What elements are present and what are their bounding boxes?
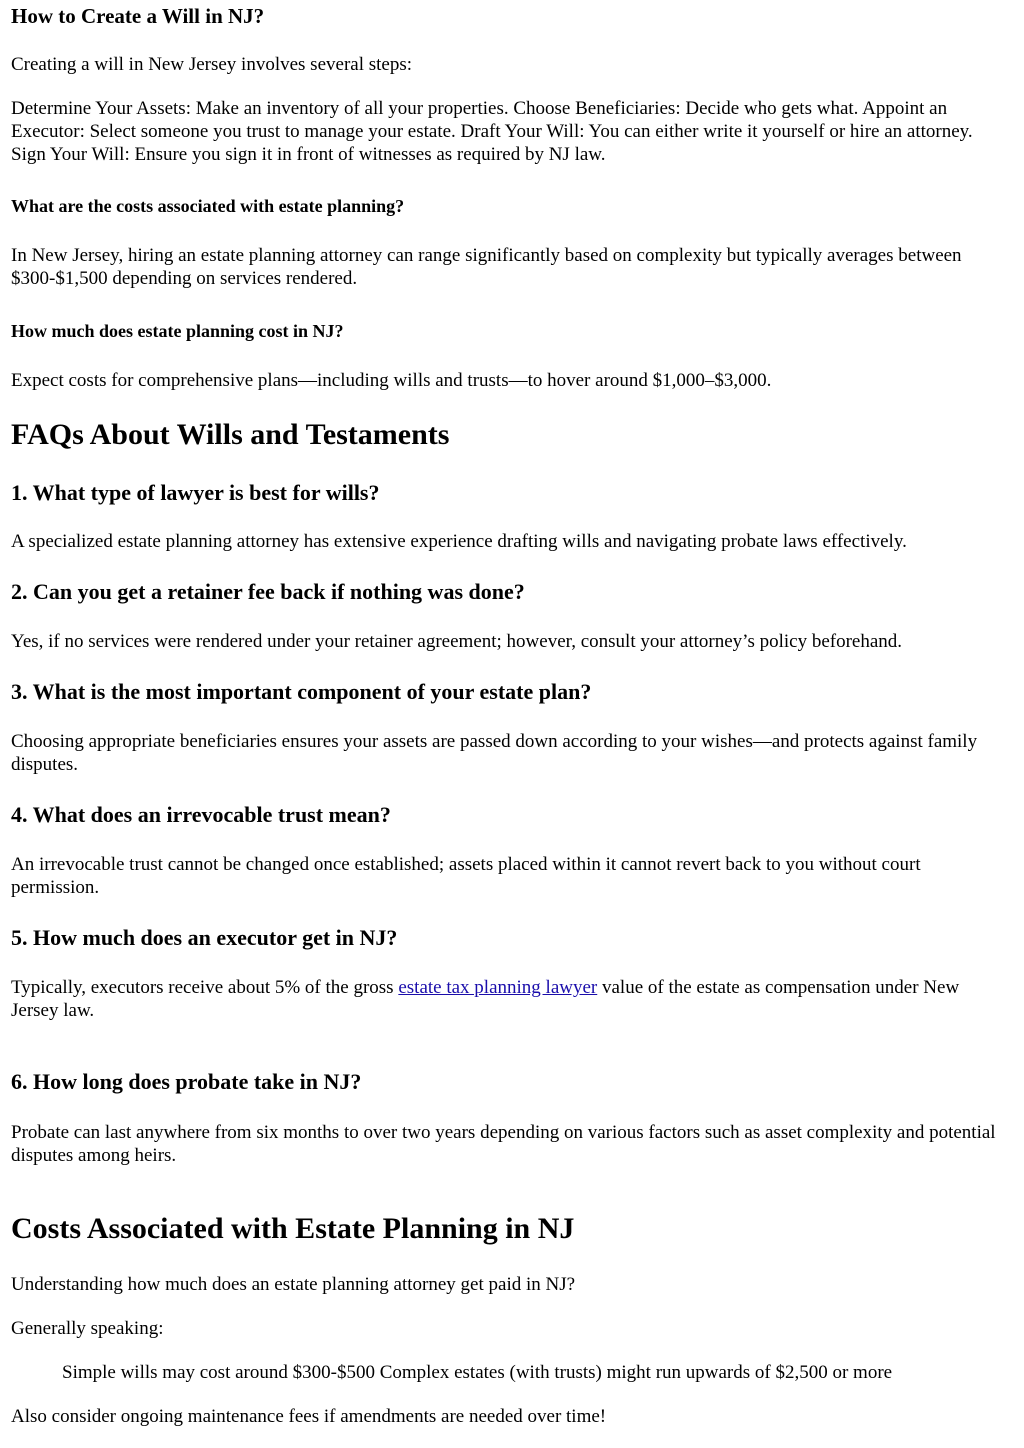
- faq-question-1: 1. What type of lawyer is best for wills?: [11, 480, 380, 505]
- faq-answer-1: A specialized estate planning attorney has extensive experience drafting wills and navigating probate laws effectively.: [11, 531, 907, 552]
- faq-question-2: 2. Can you get a retainer fee back if nothing was done?: [11, 579, 525, 604]
- cost-nj-heading: How much does estate planning cost in NJ?: [11, 321, 344, 341]
- create-will-intro: Creating a will in New Jersey involves several steps:: [11, 54, 413, 75]
- costs-section-heading: Costs Associated with Estate Planning in NJ: [11, 1212, 575, 1245]
- faq-answer-5: [11, 976, 1006, 1022]
- faq-question-5: 5. How much does an executor get in NJ?: [11, 925, 398, 950]
- faq-answer-2: Yes, if no services were rendered under your retainer agreement; however, consult your attorney’s policy beforehand.: [11, 631, 903, 652]
- faq-question-3: 3. What is the most important component of your estate plan?: [11, 679, 592, 704]
- cost-list-item: Simple wills may cost around $300-$500 Complex estates (with trusts) might run upwards of $2,500 or more: [62, 1362, 893, 1383]
- cost-nj-answer: Expect costs for comprehensive plans—including wills and trusts—to hover around $1,000–$3,000.: [11, 370, 772, 391]
- create-will-heading: How to Create a Will in NJ?: [11, 4, 265, 28]
- costs-question-answer: In New Jersey, hiring an estate planning attorney can range significantly based on complexity but typically averages between $300-$1,500 depending on services rendered.: [11, 245, 962, 289]
- estate-tax-planning-lawyer-link[interactable]: estate tax planning lawyer: [398, 977, 598, 998]
- faq-answer-5-text-after: value of the estate as compensation under New Jersey law.: [11, 977, 960, 1021]
- maintenance-fees-note: Also consider ongoing maintenance fees if amendments are needed over time!: [11, 1406, 607, 1427]
- faq-answer-3: Choosing appropriate beneficiaries ensures your assets are passed down according to your wishes—and protects against family disputes.: [11, 731, 978, 775]
- create-will-steps: Determine Your Assets: Make an inventory of all your properties. Choose Beneficiaries: Decide who gets what. Appoint an Executor: Select someone you trust to manage your estate. Draft Your Will: You can either write it yourself or hire an attorney. Sign Your Will: Ensure you sign it in front of witnesses as required by NJ law.: [11, 98, 973, 165]
- faq-answer-5-text-before: Typically, executors receive about 5% of the gross: [11, 977, 399, 998]
- faq-answer-4: An irrevocable trust cannot be changed once established; assets placed within it cannot revert back to you without court permission.: [11, 854, 921, 898]
- faq-answer-6: Probate can last anywhere from six months to over two years depending on various factors such as asset complexity and potential disputes among heirs.: [11, 1122, 996, 1166]
- faq-question-4: 4. What does an irrevocable trust mean?: [11, 802, 391, 827]
- faq-question-6: 6. How long does probate take in NJ?: [11, 1069, 362, 1094]
- generally-speaking-text: Generally speaking:: [11, 1318, 164, 1339]
- faqs-heading: FAQs About Wills and Testaments: [11, 418, 450, 451]
- costs-question-heading: What are the costs associated with estate planning?: [11, 196, 405, 216]
- costs-section-intro: Understanding how much does an estate planning attorney get paid in NJ?: [11, 1274, 576, 1295]
